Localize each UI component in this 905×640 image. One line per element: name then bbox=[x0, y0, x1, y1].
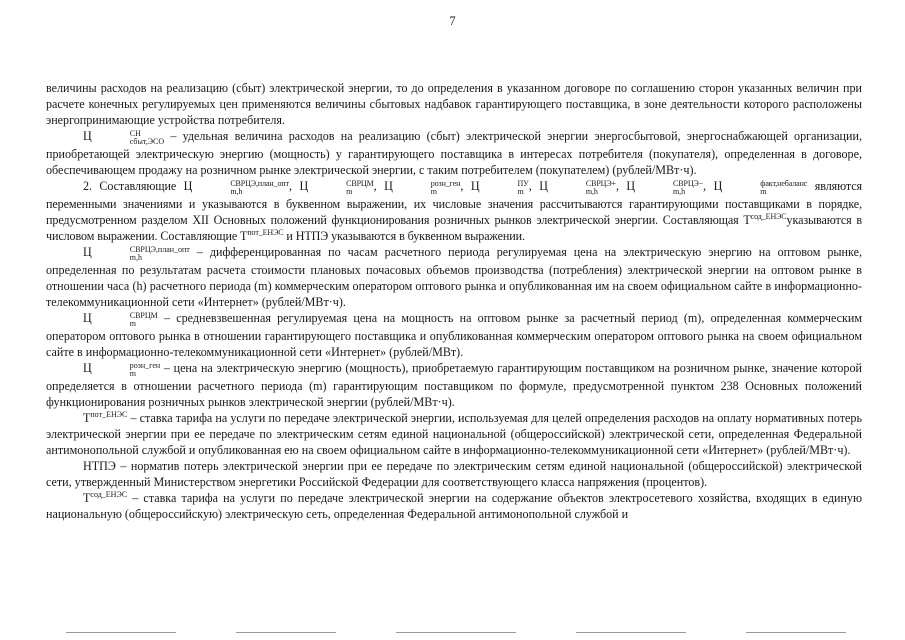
symbol-t-sod-enes-def: $Т^{сод\_ЕНЭС}$ bbox=[83, 490, 128, 505]
page-number: 7 bbox=[449, 14, 456, 28]
symbol-t-sod-enes: $Т^{сод\_ЕНЭС}$ bbox=[743, 212, 787, 227]
document-body bbox=[46, 80, 862, 522]
bottom-rule-3 bbox=[396, 632, 516, 633]
paragraph-2: Ц СН сбыт,ЭСО – удельная величина расходов на реализацию (сбыт) электрической энергии энергосбытовой, энергоснабжающей организации, приобретающей электрическую энергию (мощность) у гарантирующего поставщика в интересах потребителя (покупателя), определенная в договоре, обеспечивающем продажу на розничном рынке электрической энергии, с таким потребителем (покупателем) (рублей/МВт·ч). bbox=[46, 129, 862, 177]
paragraph-9: $Т^{сод\_ЕНЭС}$ – ставка тарифа на услуги по передаче электрической энергии на содержание объектов электросетевого хозяйства, входящих в единую национальную (общероссийскую) электрическую сеть, определенная Федеральной антимонопольной службой и bbox=[46, 490, 862, 521]
paragraph-7: $Т^{пот\_ЕНЭС}$ – ставка тарифа на услуги по передаче электрической энергии, используемая для целей определения расходов на оплату нормативных потерь электрической энергии при ее передаче по электрическим сетям единой национальной (общероссийской) электрической сети, определенная Федеральной антимонопольной службой и опубликованная ею на своем официальном сайте в информационно-телекоммуникационной сети «Интернет» (рублей/МВт·ч). bbox=[46, 410, 862, 457]
symbol-t-pot-enes: $Т^{пот\_ЕНЭС}$ bbox=[240, 228, 284, 243]
paragraph-1: величины расходов на реализацию (сбыт) электрической энергии, то до определения в указанном договоре по соглашению сторон указанных величин при расчете конечных регулируемых цен применяются величины сбытовых надбавок гарантирующего поставщика, в зоне деятельности которого расположены энергопринимающие устройства потребителя. bbox=[46, 81, 862, 127]
bottom-rule-1 bbox=[66, 632, 176, 633]
symbol-c-svrcm: Ц СВРЦМ m bbox=[299, 179, 374, 196]
symbol-c-svrce-minus: Ц СВРЦЭ− m,h bbox=[626, 179, 704, 196]
paragraph-8: НТПЭ – норматив потерь электрической энергии при ее передаче по электрическим сетям единой национальной (общероссийской) электрической сети, утвержденный Министерством энергетики Российской Федерации для соответствующего класса напряжения (процентов). bbox=[46, 459, 862, 489]
bottom-rule-4 bbox=[576, 632, 686, 633]
symbol-c-pu: Ц ПУ m bbox=[470, 179, 529, 196]
paragraph-6: Ц розн_ген m – цена на электрическую энергию (мощность), приобретаемую гарантирующим поставщиком на розничном рынке, значение которой определяется в отношении расчетного периода (m) гарантирующим поставщиком по формуле, предусмотренной пунктом 238 Основных положений функционирования розничных рынков электрической энергии (рублей/МВт·ч). bbox=[46, 361, 862, 409]
bottom-rule-5 bbox=[746, 632, 846, 633]
symbol-c-rozn-gen: Ц розн_ген m bbox=[384, 179, 461, 196]
bottom-rule-2 bbox=[236, 632, 336, 633]
symbol-c-sn-sbyt-eso: Ц СН сбыт,ЭСО bbox=[83, 129, 165, 146]
paragraph-3: 2. Составляющие Ц СВРЦЭ,план_опт m,h , Ц СВРЦМ m , Ц розн_ген m , Ц ПУ m , Ц СВРЦЭ+ m,h , Ц СВРЦЭ− m,h , Ц факт,небаланс m являются переменными значениями и указываются в буквенном выражении, их числовые значения рассчитываются гарантирующими поставщиками в порядке, предусмотренном разделом XII Основных положений функционирования розничных рынков электрической энергии. Составляющая $Т^{сод\_ЕНЭС}указываются$ в числовом выражении. Составляющие $Т^{пот\_ЕНЭС}$ и НТПЭ указываются в буквенном выражении. bbox=[46, 179, 863, 243]
symbol-c-svrcm-def: Ц СВРЦМ m bbox=[83, 311, 158, 328]
symbol-c-rozn-gen-def: Ц розн_ген m bbox=[83, 361, 161, 378]
symbol-c-fakt-nebalans: Ц факт,небаланс m bbox=[713, 179, 808, 196]
symbol-c-svrce-plus: Ц СВРЦЭ+ m,h bbox=[539, 179, 616, 196]
symbol-t-pot-enes-def: $Т^{пот\_ЕНЭС}$ bbox=[83, 410, 128, 425]
symbol-c-svrce-plan-opt-def: Ц СВРЦЭ,план_опт m,h bbox=[83, 245, 190, 262]
paragraph-5: Ц СВРЦМ m – средневзвешенная регулируемая цена на мощность на оптовом рынке за расчетный период (m), определенная коммерческим оператором оптового рынка в отношении гарантирующего поставщика и опубликованная коммерческим оператором оптового рынка на своем официальном сайте в информационно-телекоммуникационной сети «Интернет» (рублей/МВт). bbox=[46, 311, 862, 359]
paragraph-4: Ц СВРЦЭ,план_опт m,h – дифференцированная по часам расчетного периода регулируемая цена на электрическую энергию на оптовом рынке, определенная по результатам расчета стоимости плановых почасовых объемов производства (потребления) электрической энергии на оптовом рынке в отношении часа (h) расчетного периода (m) коммерческим оператором оптового рынка и опубликованная им на своем официальном сайте в информационно-телекоммуникационной сети «Интернет» (рублей/МВт·ч). bbox=[46, 245, 862, 309]
symbol-c-svrce-plan-opt: Ц СВРЦЭ,план_опт m,h bbox=[183, 179, 289, 196]
